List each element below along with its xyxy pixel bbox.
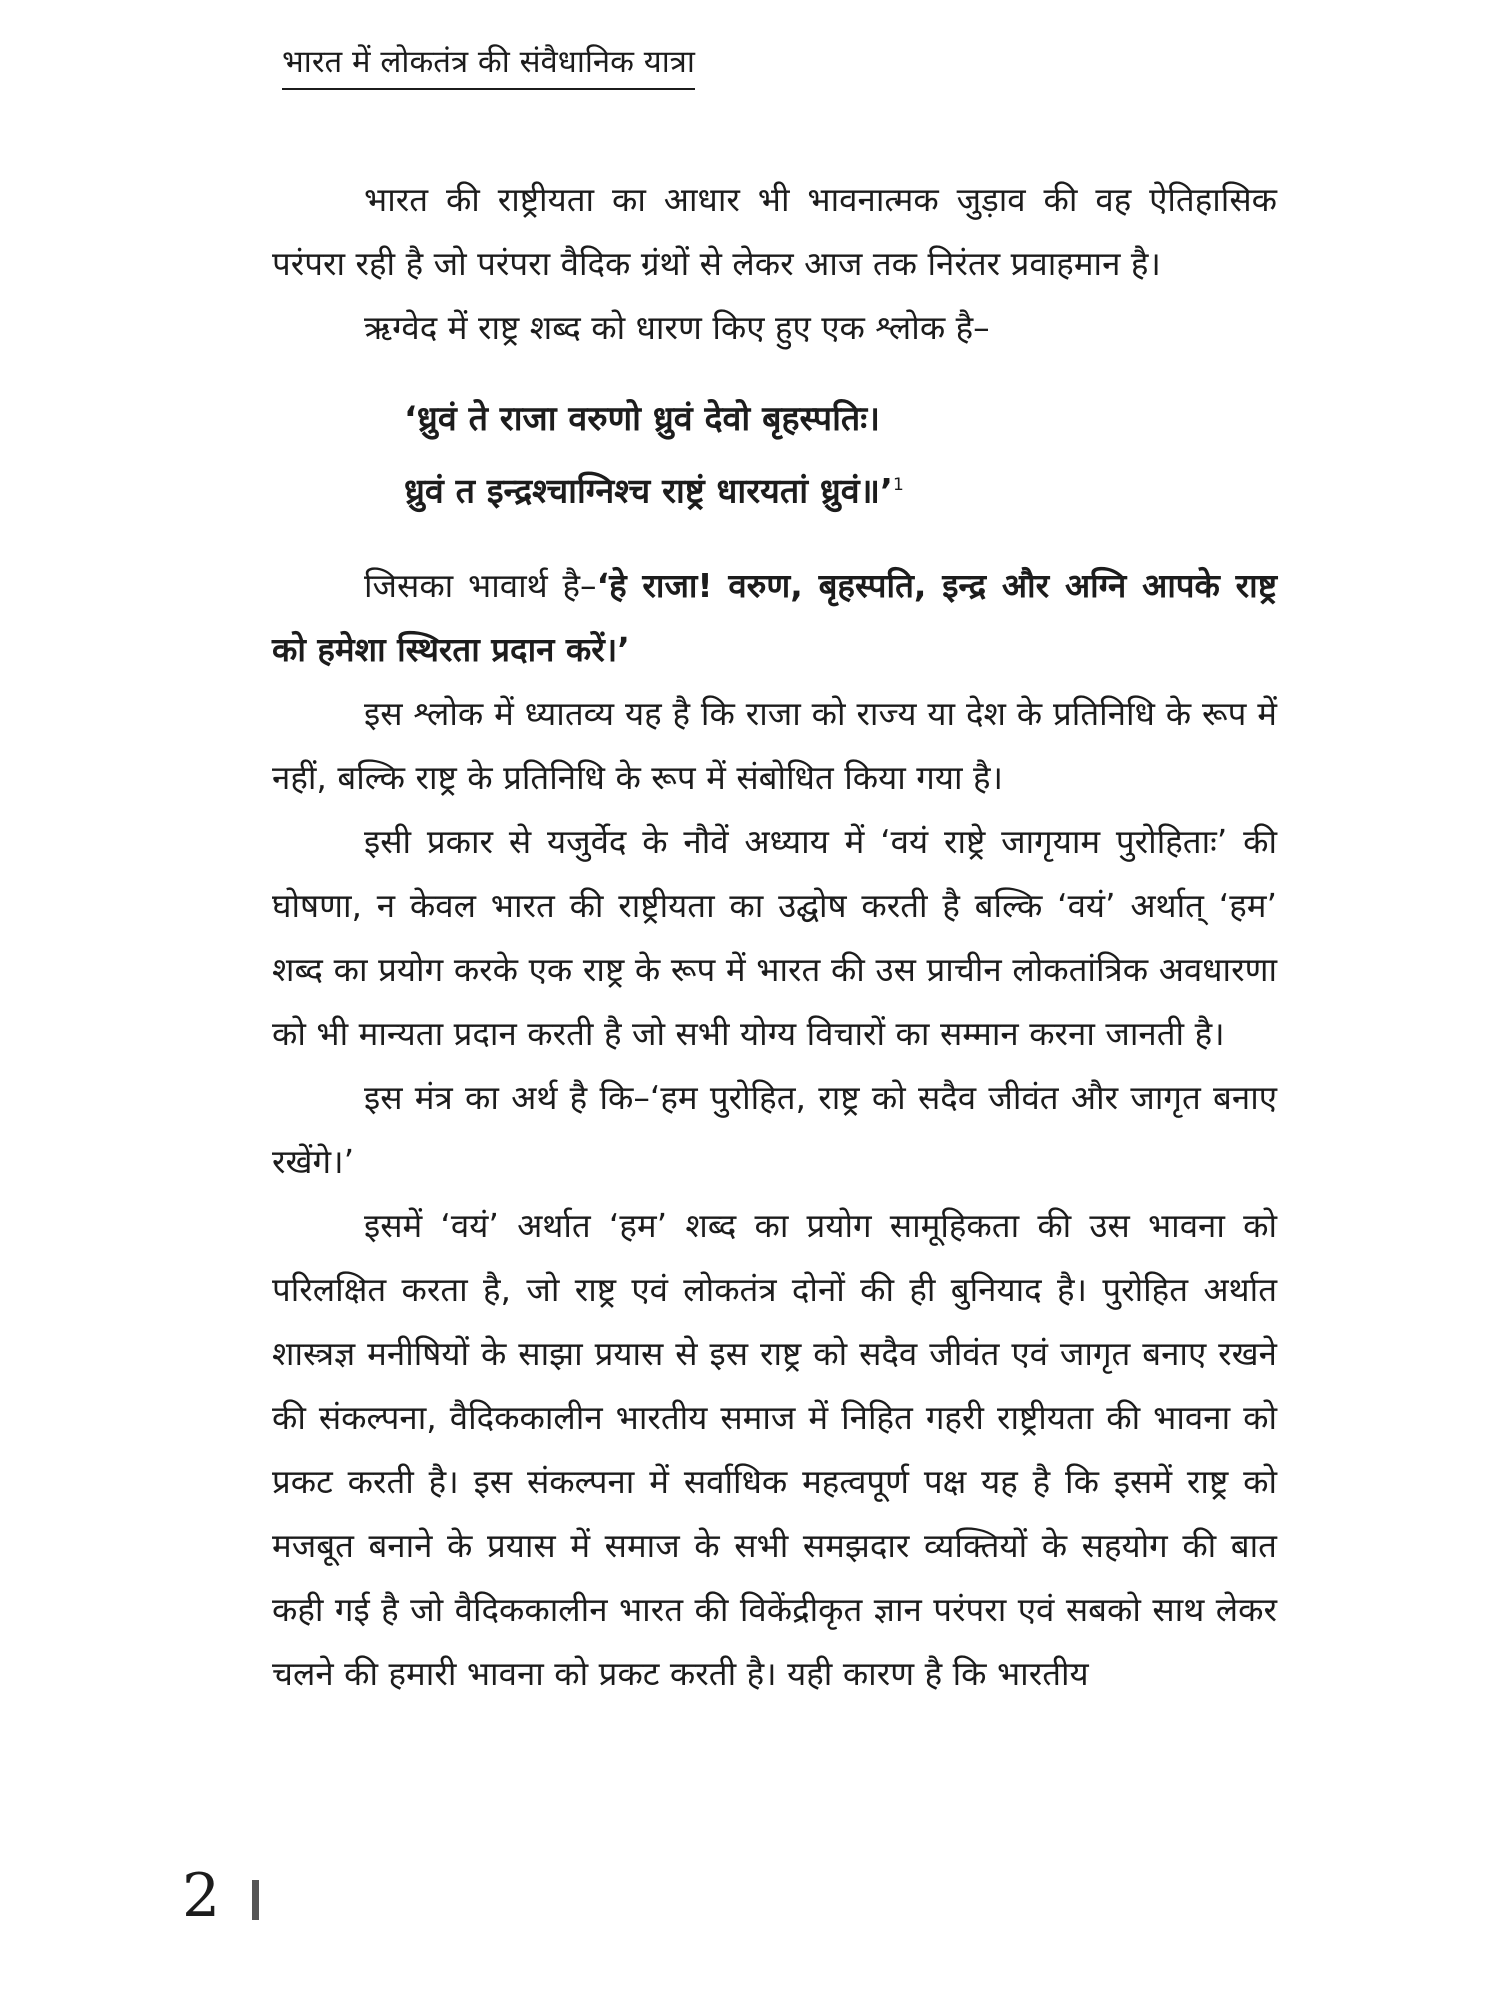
verse-line-2 xyxy=(404,452,1277,524)
paragraph-5: इसी प्रकार से यजुर्वेद के नौवें अध्याय में ‘वयं राष्ट्रे जागृयाम पुरोहिताः’ की घोषणा, न केवल भारत की राष्ट्रीयता का उद्घोष करती है बल्कि ‘वयं’ अर्थात् ‘हम’ शब्द का प्रयोग करके एक राष्ट्र के रूप में भारत की उस प्राचीन लोकतांत्रिक अवधारणा को भी मान्यता प्रदान करती है जो सभी योग्य विचारों का सम्मान करना जानती है। xyxy=(272,822,1277,1054)
sanskrit-verse xyxy=(404,386,1277,524)
running-header: भारत में लोकतंत्र की संवैधानिक यात्रा xyxy=(282,40,695,90)
verse-line-2-text: ध्रुवं त इन्द्रश्चाग्निश्च राष्ट्रं धारयतां ध्रुवं॥’ xyxy=(404,471,893,512)
page-number: 2 xyxy=(182,1861,221,1931)
paragraph-3-quote: ‘हे राजा! वरुण, बृहस्पति, इन्द्र और अग्नि आपके राष्ट्र को हमेशा स्थिरता प्रदान करें।’ xyxy=(272,566,1277,670)
verse-line-1: ‘ध्रुवं ते राजा वरुणो ध्रुवं देवो बृहस्पतिः। xyxy=(404,399,881,439)
paragraph-2: ऋग्वेद में राष्ट्र शब्द को धारण किए हुए एक श्लोक है– xyxy=(364,308,990,347)
paragraph-3 xyxy=(272,554,1277,682)
footnote-reference: 1 xyxy=(892,475,904,495)
paragraph-1: भारत की राष्ट्रीयता का आधार भी भावनात्मक जुड़ाव की वह ऐतिहासिक परंपरा रही है जो परंपरा वैदिक ग्रंथों से लेकर आज तक निरंतर प्रवाहमान है। xyxy=(272,180,1277,283)
page-number-divider xyxy=(252,1880,259,1920)
paragraph-7: इसमें ‘वयं’ अर्थात ‘हम’ शब्द का प्रयोग सामूहिकता की उस भावना को परिलक्षित करता है, जो राष्ट्र एवं लोकतंत्र दोनों की ही बुनियाद है। पुरोहित अर्थात शास्त्रज्ञ मनीषियों के साझा प्रयास से इस राष्ट्र को सदैव जीवंत एवं जागृत बनाए रखने की संकल्पना, वैदिककालीन भारतीय समाज में निहित गहरी राष्ट्रीयता की भावना को प्रकट करती है। इस संकल्पना में सर्वाधिक महत्वपूर्ण पक्ष यह है कि इसमें राष्ट्र को मजबूत बनाने के प्रयास में समाज के सभी समझदार व्यक्तियों के सहयोग की बात कही गई है जो वैदिककालीन भारत की विकेंद्रीकृत ज्ञान परंपरा एवं सबको साथ लेकर चलने की हमारी भावना को प्रकट करती है। यही कारण है कि भारतीय xyxy=(272,1206,1277,1694)
paragraph-4: इस श्लोक में ध्यातव्य यह है कि राजा को राज्य या देश के प्रतिनिधि के रूप में नहीं, बल्कि राष्ट्र के प्रतिनिधि के रूप में संबोधित किया गया है। xyxy=(272,694,1277,798)
page-body xyxy=(272,168,1277,1706)
paragraph-3-intro: जिसका भावार्थ है– xyxy=(364,566,597,606)
paragraph-6: इस मंत्र का अर्थ है कि–‘हम पुरोहित, राष्ट्र को सदैव जीवंत और जागृत बनाए रखेंगे।’ xyxy=(272,1078,1277,1182)
